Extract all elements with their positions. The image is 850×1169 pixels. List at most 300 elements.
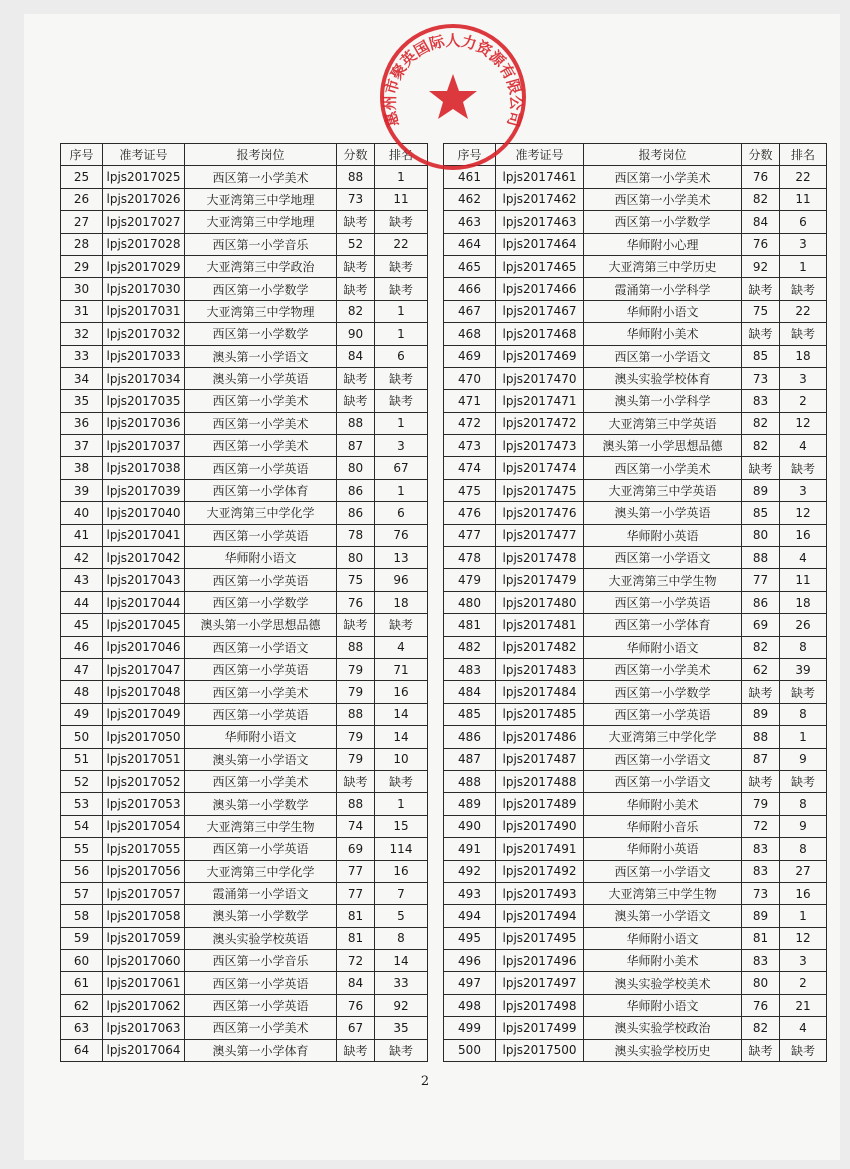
- table-row: [61, 367, 428, 389]
- cell-ticket-no: lpjs2017061: [103, 972, 185, 994]
- cell-seq: 468: [444, 323, 496, 345]
- seal-text: 惠州市聚英国际人力资源有限公司: [380, 31, 526, 129]
- cell-ticket-no: lpjs2017060: [103, 950, 185, 972]
- cell-rank: 1: [375, 166, 428, 188]
- cell-seq: 42: [61, 547, 103, 569]
- cell-rank: 27: [780, 860, 827, 882]
- cell-seq: 64: [61, 1039, 103, 1061]
- cell-position: 西区第一小学英语: [185, 994, 337, 1016]
- cell-ticket-no: lpjs2017051: [103, 748, 185, 770]
- cell-score: 82: [742, 412, 780, 434]
- cell-rank: 14: [375, 950, 428, 972]
- cell-seq: 44: [61, 591, 103, 613]
- cell-seq: 47: [61, 658, 103, 680]
- cell-ticket-no: lpjs2017493: [496, 882, 584, 904]
- cell-position: 华师附小英语: [584, 838, 742, 860]
- table-row: [444, 502, 827, 524]
- cell-seq: 58: [61, 905, 103, 927]
- table-row: [61, 412, 428, 434]
- cell-score: 80: [337, 547, 375, 569]
- header-score: 分数: [337, 144, 375, 166]
- cell-rank: 缺考: [375, 255, 428, 277]
- table-row: [444, 748, 827, 770]
- cell-ticket-no: lpjs2017058: [103, 905, 185, 927]
- cell-seq: 473: [444, 435, 496, 457]
- cell-seq: 60: [61, 950, 103, 972]
- cell-ticket-no: lpjs2017056: [103, 860, 185, 882]
- cell-rank: 21: [780, 994, 827, 1016]
- cell-seq: 51: [61, 748, 103, 770]
- score-table-right: [443, 143, 827, 1062]
- table-row: [444, 345, 827, 367]
- cell-rank: 11: [375, 188, 428, 210]
- cell-score: 72: [337, 950, 375, 972]
- cell-seq: 488: [444, 770, 496, 792]
- cell-rank: 2: [780, 390, 827, 412]
- cell-rank: 8: [375, 927, 428, 949]
- cell-rank: 13: [375, 547, 428, 569]
- cell-position: 大亚湾第三中学生物: [584, 569, 742, 591]
- cell-seq: 499: [444, 1017, 496, 1039]
- cell-rank: 缺考: [375, 367, 428, 389]
- cell-rank: 8: [780, 838, 827, 860]
- table-row: [61, 636, 428, 658]
- cell-position: 西区第一小学美术: [185, 770, 337, 792]
- cell-position: 澳头实验学校体育: [584, 367, 742, 389]
- cell-ticket-no: lpjs2017475: [496, 479, 584, 501]
- cell-ticket-no: lpjs2017043: [103, 569, 185, 591]
- cell-score: 77: [742, 569, 780, 591]
- cell-ticket-no: lpjs2017491: [496, 838, 584, 860]
- cell-score: 79: [337, 726, 375, 748]
- cell-rank: 缺考: [375, 1039, 428, 1061]
- cell-score: 88: [337, 412, 375, 434]
- cell-score: 85: [742, 502, 780, 524]
- cell-score: 72: [742, 815, 780, 837]
- cell-seq: 35: [61, 390, 103, 412]
- table-row: [444, 569, 827, 591]
- table-row: [61, 882, 428, 904]
- cell-position: 澳头实验学校政治: [584, 1017, 742, 1039]
- cell-seq: 29: [61, 255, 103, 277]
- cell-rank: 11: [780, 188, 827, 210]
- cell-ticket-no: lpjs2017037: [103, 435, 185, 457]
- cell-rank: 67: [375, 457, 428, 479]
- cell-seq: 55: [61, 838, 103, 860]
- cell-ticket-no: lpjs2017477: [496, 524, 584, 546]
- table-row: [61, 255, 428, 277]
- cell-ticket-no: lpjs2017464: [496, 233, 584, 255]
- cell-ticket-no: lpjs2017492: [496, 860, 584, 882]
- table-row: [444, 390, 827, 412]
- cell-seq: 49: [61, 703, 103, 725]
- cell-seq: 500: [444, 1039, 496, 1061]
- cell-seq: 37: [61, 435, 103, 457]
- cell-score: 74: [337, 815, 375, 837]
- cell-score: 81: [742, 927, 780, 949]
- table-row: [444, 726, 827, 748]
- cell-rank: 3: [780, 479, 827, 501]
- cell-ticket-no: lpjs2017474: [496, 457, 584, 479]
- cell-ticket-no: lpjs2017485: [496, 703, 584, 725]
- table-row: [444, 300, 827, 322]
- cell-rank: 缺考: [780, 323, 827, 345]
- cell-ticket-no: lpjs2017490: [496, 815, 584, 837]
- cell-position: 西区第一小学英语: [185, 838, 337, 860]
- cell-position: 华师附小音乐: [584, 815, 742, 837]
- table-row: [444, 1039, 827, 1061]
- cell-ticket-no: lpjs2017487: [496, 748, 584, 770]
- cell-position: 霞涌第一小学语文: [185, 882, 337, 904]
- cell-ticket-no: lpjs2017052: [103, 770, 185, 792]
- table-row: [61, 390, 428, 412]
- table-row: [61, 524, 428, 546]
- table-row: [61, 815, 428, 837]
- cell-seq: 466: [444, 278, 496, 300]
- table-header-row: [444, 144, 827, 166]
- cell-position: 大亚湾第三中学政治: [185, 255, 337, 277]
- cell-ticket-no: lpjs2017465: [496, 255, 584, 277]
- header-seq: 序号: [444, 144, 496, 166]
- table-row: [444, 1017, 827, 1039]
- cell-ticket-no: lpjs2017476: [496, 502, 584, 524]
- cell-score: 87: [337, 435, 375, 457]
- cell-position: 大亚湾第三中学化学: [185, 860, 337, 882]
- table-row: [61, 300, 428, 322]
- cell-position: 澳头实验学校英语: [185, 927, 337, 949]
- table-row: [444, 703, 827, 725]
- header-position: 报考岗位: [185, 144, 337, 166]
- table-row: [61, 748, 428, 770]
- cell-score: 缺考: [337, 255, 375, 277]
- cell-ticket-no: lpjs2017047: [103, 658, 185, 680]
- cell-seq: 485: [444, 703, 496, 725]
- cell-position: 澳头第一小学体育: [185, 1039, 337, 1061]
- cell-rank: 76: [375, 524, 428, 546]
- table-body-right: [444, 166, 827, 1062]
- table-row: [444, 927, 827, 949]
- table-row: [61, 860, 428, 882]
- cell-score: 75: [742, 300, 780, 322]
- cell-position: 西区第一小学数学: [185, 591, 337, 613]
- cell-rank: 1: [780, 726, 827, 748]
- cell-rank: 3: [780, 233, 827, 255]
- cell-score: 80: [337, 457, 375, 479]
- table-row: [61, 323, 428, 345]
- cell-ticket-no: lpjs2017481: [496, 614, 584, 636]
- cell-seq: 52: [61, 770, 103, 792]
- table-row: [61, 1017, 428, 1039]
- cell-seq: 34: [61, 367, 103, 389]
- cell-score: 88: [337, 166, 375, 188]
- cell-seq: 491: [444, 838, 496, 860]
- cell-rank: 1: [375, 412, 428, 434]
- cell-position: 西区第一小学美术: [185, 390, 337, 412]
- table-row: [61, 1039, 428, 1061]
- cell-rank: 缺考: [780, 681, 827, 703]
- cell-rank: 1: [375, 479, 428, 501]
- table-row: [61, 345, 428, 367]
- cell-seq: 467: [444, 300, 496, 322]
- cell-seq: 484: [444, 681, 496, 703]
- cell-position: 西区第一小学英语: [185, 972, 337, 994]
- header-rank: 排名: [375, 144, 428, 166]
- cell-rank: 缺考: [780, 1039, 827, 1061]
- cell-seq: 478: [444, 547, 496, 569]
- cell-position: 澳头第一小学语文: [185, 345, 337, 367]
- cell-rank: 缺考: [375, 278, 428, 300]
- table-row: [61, 658, 428, 680]
- cell-position: 大亚湾第三中学生物: [584, 882, 742, 904]
- table-row: [61, 681, 428, 703]
- table-row: [444, 950, 827, 972]
- cell-seq: 493: [444, 882, 496, 904]
- table-row: [61, 905, 428, 927]
- cell-rank: 4: [780, 1017, 827, 1039]
- cell-position: 西区第一小学音乐: [185, 950, 337, 972]
- table-row: [444, 591, 827, 613]
- cell-score: 77: [337, 882, 375, 904]
- cell-rank: 18: [780, 345, 827, 367]
- cell-score: 88: [742, 547, 780, 569]
- cell-position: 大亚湾第三中学地理: [185, 188, 337, 210]
- cell-ticket-no: lpjs2017462: [496, 188, 584, 210]
- table-row: [61, 614, 428, 636]
- cell-ticket-no: lpjs2017480: [496, 591, 584, 613]
- cell-rank: 12: [780, 412, 827, 434]
- table-row: [444, 255, 827, 277]
- cell-ticket-no: lpjs2017039: [103, 479, 185, 501]
- cell-seq: 471: [444, 390, 496, 412]
- cell-rank: 16: [780, 882, 827, 904]
- cell-score: 83: [742, 390, 780, 412]
- cell-score: 73: [742, 367, 780, 389]
- cell-position: 大亚湾第三中学历史: [584, 255, 742, 277]
- cell-ticket-no: lpjs2017488: [496, 770, 584, 792]
- cell-seq: 57: [61, 882, 103, 904]
- cell-rank: 35: [375, 1017, 428, 1039]
- cell-seq: 495: [444, 927, 496, 949]
- cell-score: 80: [742, 524, 780, 546]
- cell-score: 83: [742, 860, 780, 882]
- cell-position: 西区第一小学数学: [185, 323, 337, 345]
- cell-position: 大亚湾第三中学物理: [185, 300, 337, 322]
- table-row: [444, 793, 827, 815]
- cell-score: 82: [742, 1017, 780, 1039]
- cell-score: 缺考: [742, 457, 780, 479]
- table-row: [444, 658, 827, 680]
- cell-ticket-no: lpjs2017026: [103, 188, 185, 210]
- cell-rank: 11: [780, 569, 827, 591]
- cell-score: 90: [337, 323, 375, 345]
- cell-ticket-no: lpjs2017473: [496, 435, 584, 457]
- cell-rank: 缺考: [780, 278, 827, 300]
- cell-rank: 9: [780, 815, 827, 837]
- cell-position: 华师附小心理: [584, 233, 742, 255]
- cell-rank: 缺考: [780, 457, 827, 479]
- cell-ticket-no: lpjs2017027: [103, 211, 185, 233]
- cell-score: 80: [742, 972, 780, 994]
- cell-score: 缺考: [742, 278, 780, 300]
- cell-ticket-no: lpjs2017050: [103, 726, 185, 748]
- cell-score: 62: [742, 658, 780, 680]
- cell-rank: 16: [375, 860, 428, 882]
- cell-ticket-no: lpjs2017032: [103, 323, 185, 345]
- table-row: [444, 905, 827, 927]
- cell-position: 大亚湾第三中学英语: [584, 412, 742, 434]
- table-row: [444, 412, 827, 434]
- cell-rank: 14: [375, 726, 428, 748]
- cell-score: 81: [337, 905, 375, 927]
- cell-ticket-no: lpjs2017486: [496, 726, 584, 748]
- cell-score: 79: [337, 681, 375, 703]
- cell-position: 大亚湾第三中学生物: [185, 815, 337, 837]
- cell-rank: 6: [780, 211, 827, 233]
- cell-position: 澳头第一小学科学: [584, 390, 742, 412]
- cell-score: 89: [742, 479, 780, 501]
- table-row: [61, 950, 428, 972]
- cell-rank: 缺考: [375, 770, 428, 792]
- cell-rank: 1: [375, 323, 428, 345]
- cell-position: 西区第一小学体育: [185, 479, 337, 501]
- cell-score: 84: [742, 211, 780, 233]
- cell-position: 澳头第一小学思想品德: [584, 435, 742, 457]
- cell-ticket-no: lpjs2017467: [496, 300, 584, 322]
- cell-ticket-no: lpjs2017498: [496, 994, 584, 1016]
- cell-score: 82: [742, 636, 780, 658]
- cell-position: 西区第一小学语文: [584, 770, 742, 792]
- cell-score: 52: [337, 233, 375, 255]
- cell-seq: 483: [444, 658, 496, 680]
- cell-seq: 54: [61, 815, 103, 837]
- cell-ticket-no: lpjs2017048: [103, 681, 185, 703]
- table-row: [444, 166, 827, 188]
- page-number: 2: [420, 1074, 430, 1089]
- table-row: [61, 770, 428, 792]
- cell-ticket-no: lpjs2017035: [103, 390, 185, 412]
- cell-seq: 482: [444, 636, 496, 658]
- cell-score: 73: [337, 188, 375, 210]
- cell-rank: 1: [375, 793, 428, 815]
- cell-seq: 59: [61, 927, 103, 949]
- cell-ticket-no: lpjs2017484: [496, 681, 584, 703]
- cell-position: 华师附小美术: [584, 323, 742, 345]
- cell-position: 大亚湾第三中学化学: [185, 502, 337, 524]
- cell-seq: 36: [61, 412, 103, 434]
- cell-score: 69: [742, 614, 780, 636]
- score-table-left: [60, 143, 428, 1062]
- cell-ticket-no: lpjs2017055: [103, 838, 185, 860]
- cell-rank: 92: [375, 994, 428, 1016]
- header-ticket-no: 准考证号: [496, 144, 584, 166]
- table-row: [444, 211, 827, 233]
- cell-score: 75: [337, 569, 375, 591]
- cell-position: 澳头第一小学语文: [584, 905, 742, 927]
- cell-position: 澳头第一小学思想品德: [185, 614, 337, 636]
- cell-score: 82: [337, 300, 375, 322]
- cell-seq: 472: [444, 412, 496, 434]
- cell-score: 缺考: [337, 390, 375, 412]
- cell-score: 82: [742, 188, 780, 210]
- cell-position: 澳头第一小学数学: [185, 793, 337, 815]
- cell-ticket-no: lpjs2017045: [103, 614, 185, 636]
- cell-position: 西区第一小学语文: [584, 547, 742, 569]
- cell-ticket-no: lpjs2017062: [103, 994, 185, 1016]
- cell-rank: 18: [375, 591, 428, 613]
- cell-score: 84: [337, 345, 375, 367]
- cell-seq: 39: [61, 479, 103, 501]
- cell-ticket-no: lpjs2017059: [103, 927, 185, 949]
- cell-ticket-no: lpjs2017046: [103, 636, 185, 658]
- cell-ticket-no: lpjs2017063: [103, 1017, 185, 1039]
- cell-seq: 479: [444, 569, 496, 591]
- table-row: [61, 278, 428, 300]
- cell-score: 88: [337, 636, 375, 658]
- cell-seq: 30: [61, 278, 103, 300]
- cell-position: 华师附小美术: [584, 793, 742, 815]
- cell-rank: 缺考: [375, 211, 428, 233]
- table-row: [61, 479, 428, 501]
- cell-seq: 477: [444, 524, 496, 546]
- table-row: [61, 457, 428, 479]
- cell-score: 85: [742, 345, 780, 367]
- cell-seq: 31: [61, 300, 103, 322]
- cell-score: 86: [742, 591, 780, 613]
- cell-ticket-no: lpjs2017495: [496, 927, 584, 949]
- cell-ticket-no: lpjs2017029: [103, 255, 185, 277]
- cell-rank: 22: [780, 300, 827, 322]
- table-row: [61, 972, 428, 994]
- cell-seq: 33: [61, 345, 103, 367]
- table-row: [444, 860, 827, 882]
- cell-position: 澳头第一小学语文: [185, 748, 337, 770]
- cell-ticket-no: lpjs2017054: [103, 815, 185, 837]
- table-row: [444, 547, 827, 569]
- cell-score: 87: [742, 748, 780, 770]
- cell-ticket-no: lpjs2017036: [103, 412, 185, 434]
- cell-ticket-no: lpjs2017466: [496, 278, 584, 300]
- cell-rank: 22: [780, 166, 827, 188]
- cell-seq: 43: [61, 569, 103, 591]
- cell-rank: 8: [780, 793, 827, 815]
- cell-rank: 4: [375, 636, 428, 658]
- cell-score: 89: [742, 703, 780, 725]
- cell-rank: 12: [780, 927, 827, 949]
- cell-score: 76: [337, 994, 375, 1016]
- cell-rank: 22: [375, 233, 428, 255]
- table-row: [444, 636, 827, 658]
- cell-rank: 2: [780, 972, 827, 994]
- cell-score: 79: [742, 793, 780, 815]
- cell-position: 西区第一小学美术: [185, 166, 337, 188]
- cell-position: 西区第一小学数学: [185, 278, 337, 300]
- cell-seq: 497: [444, 972, 496, 994]
- table-row: [61, 994, 428, 1016]
- table-row: [444, 614, 827, 636]
- cell-position: 华师附小语文: [185, 547, 337, 569]
- cell-ticket-no: lpjs2017489: [496, 793, 584, 815]
- cell-rank: 9: [780, 748, 827, 770]
- cell-seq: 38: [61, 457, 103, 479]
- cell-rank: 8: [780, 636, 827, 658]
- cell-ticket-no: lpjs2017468: [496, 323, 584, 345]
- table-row: [61, 591, 428, 613]
- cell-seq: 25: [61, 166, 103, 188]
- cell-score: 缺考: [742, 681, 780, 703]
- cell-score: 79: [337, 748, 375, 770]
- cell-seq: 464: [444, 233, 496, 255]
- cell-ticket-no: lpjs2017494: [496, 905, 584, 927]
